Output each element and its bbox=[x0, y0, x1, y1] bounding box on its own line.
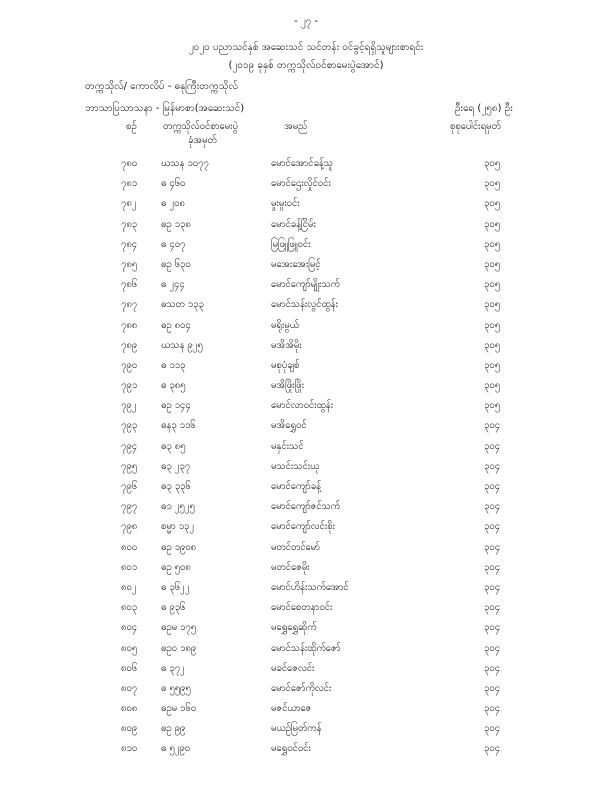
university-line: တက္ကသိုလ်/ ကောလိပ် - ဓနုကြီးတက္ကသိုလ် bbox=[85, 81, 238, 92]
document-subtitle: (၂၀၁၉ ခုနှစ် တက္ကသိုလ်ဝင်စာမေးပွဲအောင်) bbox=[228, 60, 384, 71]
total-score: ၃၀၄ bbox=[484, 622, 501, 634]
student-name: မရွှေဝင်ဝင်း bbox=[271, 743, 311, 755]
row-number: ၇၈၇ bbox=[121, 299, 138, 311]
student-name: မောင်ဇော်ကိုလင်း bbox=[271, 682, 332, 694]
roll-number: ဓဥ ၅၀၈ bbox=[161, 561, 191, 573]
column-header-no: စဉ် bbox=[126, 121, 137, 132]
student-name: မယဉ်မြတ်ကန် bbox=[271, 723, 322, 735]
total-score: ၃၀၅ bbox=[484, 299, 501, 311]
student-name: မသင်းသင်းယု bbox=[271, 460, 320, 472]
table-row bbox=[0, 278, 612, 298]
roll-number: ဓ ၃၇၂ bbox=[161, 662, 185, 674]
student-name: မြဖြူဖြူဝင်း bbox=[271, 238, 311, 250]
row-number: ၇၈၃ bbox=[121, 218, 138, 230]
roll-number: ဓ၁ ၂၅၂၅ bbox=[161, 501, 195, 513]
page-number: - ၂၇ - bbox=[293, 16, 319, 27]
student-name: မအေးအေးမြင့် bbox=[271, 258, 321, 270]
column-header-name: အမည် bbox=[284, 121, 308, 132]
total-count: ဦးရေ (၂၅၈) ဦး bbox=[455, 103, 513, 114]
table-row bbox=[0, 722, 612, 742]
row-number: ၇၉၆ bbox=[121, 481, 138, 492]
total-score: ၃၀၄ bbox=[484, 440, 501, 452]
student-name: မနှင်းသင် bbox=[271, 440, 304, 452]
total-score: ၃၀၅ bbox=[484, 178, 501, 190]
student-name: မစုပုံချစ် bbox=[271, 359, 300, 371]
row-number: ၇၈၈ bbox=[121, 319, 138, 331]
total-score: ၃၀၅ bbox=[484, 158, 501, 169]
row-number: ၇၉၃ bbox=[121, 420, 138, 432]
table-row bbox=[0, 197, 612, 217]
row-number: ၇၉၄ bbox=[121, 440, 138, 452]
roll-number: ဓန၃ ၁၁၆ bbox=[161, 420, 196, 432]
total-score: ၃၀၄ bbox=[484, 682, 501, 694]
table-row bbox=[0, 662, 612, 682]
column-header-grade: စုစုပေါင်းရမှတ် bbox=[450, 121, 501, 132]
row-number: ၈၀၄ bbox=[121, 622, 138, 634]
total-score: ၃၀၅ bbox=[484, 258, 501, 270]
student-name: မောင်သန်းလွင်ထွန်း bbox=[271, 299, 338, 311]
table-row bbox=[0, 298, 612, 318]
total-score: ၃၀၄ bbox=[484, 602, 501, 614]
table-row bbox=[0, 601, 612, 621]
roll-number: ဓသတ ၁၃၃ bbox=[161, 299, 204, 311]
row-number: ၈၀၆ bbox=[121, 662, 138, 674]
row-number: ၇၈၀ bbox=[121, 158, 138, 169]
student-name: မောင်ကျော်မျိုးသက် bbox=[271, 279, 340, 291]
table-row bbox=[0, 319, 612, 339]
table-row bbox=[0, 742, 612, 762]
table-row bbox=[0, 258, 612, 278]
row-number: ၈၁၀ bbox=[121, 743, 138, 755]
row-number: ၇၉၇ bbox=[121, 501, 138, 513]
roll-number: ဓ၃ ၃၃၆ bbox=[161, 481, 191, 492]
total-score: ၃၀၄ bbox=[484, 481, 501, 492]
row-number: ၈၀၇ bbox=[121, 682, 138, 694]
total-score: ၃၀၄ bbox=[484, 723, 501, 735]
roll-number: ဓ ၉၃၆ bbox=[161, 602, 186, 614]
roll-number: ဓ ၃၈၅ bbox=[161, 380, 186, 392]
student-name: မရိုးမွယ် bbox=[271, 319, 299, 331]
row-number: ၇၈၄ bbox=[121, 238, 138, 250]
roll-number: ဓဥ ၁၃၈ bbox=[161, 218, 191, 230]
document-title: ၂၀၂၀ ပညာသင်နှစ် အဆေးသင် သင်တန်း ဝင်ခွင့်ရရှိသူများစာရင်း bbox=[188, 42, 424, 53]
total-score: ၃၀၅ bbox=[484, 238, 501, 250]
student-name: မအိဖြိုးဖြိုး bbox=[271, 380, 305, 392]
table-row bbox=[0, 561, 612, 581]
table-row bbox=[0, 541, 612, 561]
roll-number: ဓ၃ ၈၅ bbox=[161, 440, 186, 452]
student-name: မှုးမူးဝင်း bbox=[271, 198, 300, 210]
row-number: ၇၉၂ bbox=[121, 400, 137, 412]
total-score: ၃၀၅ bbox=[484, 218, 501, 230]
roll-number: ဓ ၂၀၈ bbox=[161, 198, 185, 210]
total-score: ၃၀၅ bbox=[484, 380, 501, 392]
row-number: ၇၈၉ bbox=[121, 339, 138, 351]
table-row bbox=[0, 480, 612, 500]
student-name: မတင်ဇေမိုး bbox=[271, 561, 310, 573]
student-name: မရွှေရွှေဆိုက် bbox=[271, 622, 317, 634]
total-score: ၃၀၅ bbox=[484, 339, 501, 351]
student-name: မခင်ဇေလင်း bbox=[271, 662, 315, 674]
table-row bbox=[0, 359, 612, 379]
roll-number: ဓ ၄၆၀ bbox=[161, 178, 186, 190]
results-table bbox=[0, 157, 612, 763]
roll-number: ဓ ၅၅၉၅ bbox=[161, 682, 191, 694]
table-row bbox=[0, 440, 612, 460]
total-score: ၃၀၅ bbox=[484, 400, 501, 412]
total-score: ၃၀၅ bbox=[484, 359, 501, 371]
subject-line: ဘာသာပြသာသနာ - မြန်မာစာ(အဆေးသင်) bbox=[85, 103, 245, 114]
total-score: ၃၀၄ bbox=[484, 662, 501, 674]
row-number: ၇၈၁ bbox=[121, 178, 138, 190]
student-name: မောင်ကျော်ခန့် bbox=[271, 481, 321, 492]
roll-number: ဓ၃ ၂၃၇ bbox=[161, 460, 191, 472]
student-name: မတင်တင်မော် bbox=[271, 541, 320, 553]
student-name: မောင်ခန့်ငြိမ်း bbox=[271, 218, 316, 230]
student-name: မဇင်ယာဇေ bbox=[271, 703, 312, 715]
table-row bbox=[0, 460, 612, 480]
total-score: ၃၀၄ bbox=[484, 460, 501, 472]
roll-number: စမ္မာ ၁၃၂ bbox=[161, 521, 195, 533]
total-score: ၃၀၄ bbox=[484, 501, 501, 513]
row-number: ၇၉၁ bbox=[121, 380, 138, 392]
student-name: မအိအိမိုး bbox=[271, 339, 302, 351]
roll-number: ဓဥ ၆၃၀ bbox=[161, 258, 191, 270]
student-name: မောင်ဟိန်းသက်အောင် bbox=[271, 581, 349, 593]
student-name: မအိရွှေဝင် bbox=[271, 420, 307, 432]
roll-number: ဓဥ ၉၉ bbox=[161, 723, 186, 735]
roll-number: ဓဥ ၁၉၀၈ bbox=[161, 541, 197, 553]
row-number: ၈၀၀ bbox=[121, 541, 138, 553]
table-row bbox=[0, 238, 612, 258]
total-score: ၃၀၄ bbox=[484, 703, 501, 715]
row-number: ၈၀၈ bbox=[121, 703, 138, 715]
student-name: မောင်ကျော်လင်းစိုး bbox=[271, 521, 335, 533]
row-number: ၇၈၆ bbox=[121, 279, 138, 291]
table-row bbox=[0, 157, 612, 177]
column-header-roll-sub: ခုံအမှတ် bbox=[188, 135, 217, 146]
student-name: မောင်ကျော်ဇင်သက် bbox=[271, 501, 341, 513]
column-header-roll: တက္ကသိုလ်ဝင်စာမေးပွဲ bbox=[163, 121, 238, 132]
total-score: ၃၀၄ bbox=[484, 743, 501, 755]
table-row bbox=[0, 520, 612, 540]
row-number: ၈၀၅ bbox=[121, 642, 138, 654]
roll-number: ဓ ၂၄၄ bbox=[161, 279, 185, 291]
table-row bbox=[0, 399, 612, 419]
student-name: မောင်လာဝင်းထွန်း bbox=[271, 400, 334, 412]
roll-number: ဓ ၁၁၃ bbox=[161, 359, 186, 371]
roll-number: ဓ ၃၆၂၂ bbox=[161, 581, 190, 593]
table-row bbox=[0, 621, 612, 641]
table-row bbox=[0, 642, 612, 662]
roll-number: ဓဥမ ၁၇၅ bbox=[161, 622, 197, 634]
roll-number: ဓဥမ ၁၆၀ bbox=[161, 703, 197, 715]
row-number: ၇၉၀ bbox=[121, 359, 138, 371]
total-score: ၃၀၄ bbox=[484, 541, 501, 553]
row-number: ၇၈၅ bbox=[121, 258, 138, 270]
total-score: ၃၀၄ bbox=[484, 521, 501, 533]
table-row bbox=[0, 339, 612, 359]
row-number: ၇၉၈ bbox=[121, 521, 138, 533]
total-score: ၃၀၄ bbox=[484, 642, 501, 654]
row-number: ၈၀၉ bbox=[121, 723, 138, 735]
row-number: ၈၀၂ bbox=[121, 581, 137, 593]
roll-number: ဃသန ၉၂၅ bbox=[161, 339, 203, 351]
roll-number: ဃသန ၁၀၇၇ bbox=[161, 158, 209, 169]
row-number: ၇၉၅ bbox=[121, 460, 138, 472]
total-score: ၃၀၅ bbox=[484, 319, 501, 331]
student-name: မောင်သန်းထိုက်ဇော် bbox=[271, 642, 341, 654]
total-score: ၃၀၄ bbox=[484, 581, 501, 593]
row-number: ၇၈၂ bbox=[121, 198, 137, 210]
total-score: ၃၀၅ bbox=[484, 279, 501, 291]
total-score: ၃၀၄ bbox=[484, 561, 501, 573]
table-row bbox=[0, 419, 612, 439]
roll-number: ဓဥ ၁၄၄ bbox=[161, 400, 191, 412]
table-row bbox=[0, 682, 612, 702]
table-row bbox=[0, 702, 612, 722]
student-name: မောင်စေတနာဝင်း bbox=[271, 602, 333, 614]
roll-number: ဓ ၄၀၇ bbox=[161, 238, 186, 250]
total-score: ၃၀၅ bbox=[484, 198, 501, 210]
table-row bbox=[0, 218, 612, 238]
roll-number: ဓဥ ၈၀၄ bbox=[161, 319, 191, 331]
table-row bbox=[0, 500, 612, 520]
table-row bbox=[0, 379, 612, 399]
roll-number: ဓ ၅၂၉၀ bbox=[161, 743, 191, 755]
row-number: ၈၀၃ bbox=[121, 602, 138, 614]
table-row bbox=[0, 581, 612, 601]
row-number: ၈၀၁ bbox=[121, 561, 138, 573]
total-score: ၃၀၄ bbox=[484, 420, 501, 432]
student-name: မောင်အောင်ခန့်သူ bbox=[271, 158, 333, 169]
table-row bbox=[0, 177, 612, 197]
student-name: မောင်ဌေးလှိုင်ဝင်း bbox=[271, 178, 331, 190]
roll-number: ဓဥ၀ ၁၈၉ bbox=[161, 642, 197, 654]
